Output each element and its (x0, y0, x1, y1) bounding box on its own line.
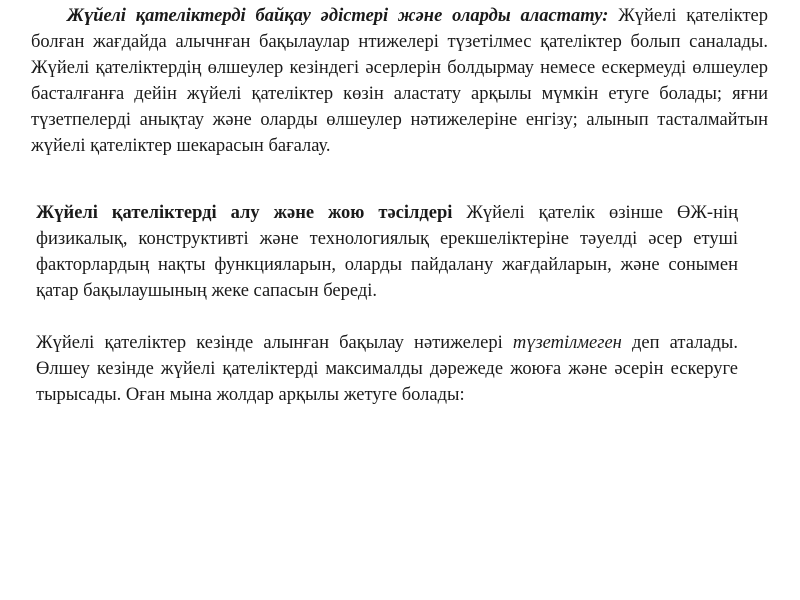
section-error-detection (31, 3, 768, 159)
paragraph2-italic-term: түзетілмеген (512, 333, 622, 353)
section-error-detection-heading: Жүйелі қателіктерді байқау әдістері және оларды аластату: (67, 6, 609, 26)
paragraph-spacer (36, 304, 738, 330)
paragraph2-start: Жүйелі қателіктер кезінде алынған бақылау нәтижелері (36, 333, 513, 353)
section-error-removal-paragraph1: Жүйелі қателік өзінше ӨЖ-нің физикалық, конструктивті және технологиялық ерекшеліктеріне тәуелді әсер етуші факторлардың нақты функцияларын, оларды пайдалану жағдайларын, және сонымен қатар бақылаушының жеке сапасын береді. (36, 203, 739, 301)
section-error-removal-heading-line (36, 200, 738, 304)
section-error-detection-body: Жүйелі қателіктер болған жағдайда алычнған бақылаулар нтижелері түзетілмес қателіктер болып саналады. Жүйелі қателіктердің өлшеулер кезіндегі әсерлерін болдырмау немесе ескермеуді өлшеулер басталғанға дейін жүйелі қателіктер көзін аластату арқылы мүмкін етуге болады; яғни түзетпелерді анықтау және оларды өлшеулер нәтижелеріне енгізу; алынып тасталмайтын жүйелі қателіктер шекарасын бағалау. (31, 6, 768, 156)
section-error-removal-paragraph2 (36, 330, 738, 408)
section-error-detection-paragraph (31, 3, 768, 159)
section-error-removal-heading: Жүйелі қателіктерді алу және жою тәсілдері (36, 203, 453, 223)
section-error-removal (36, 200, 738, 408)
paragraph2-end: деп аталады. Өлшеу кезінде жүйелі қателіктерді максималды дәрежеде жоюға және әсерін ескеруге тырысады. Оған мына жолдар арқылы жетуге болады: (36, 333, 738, 405)
